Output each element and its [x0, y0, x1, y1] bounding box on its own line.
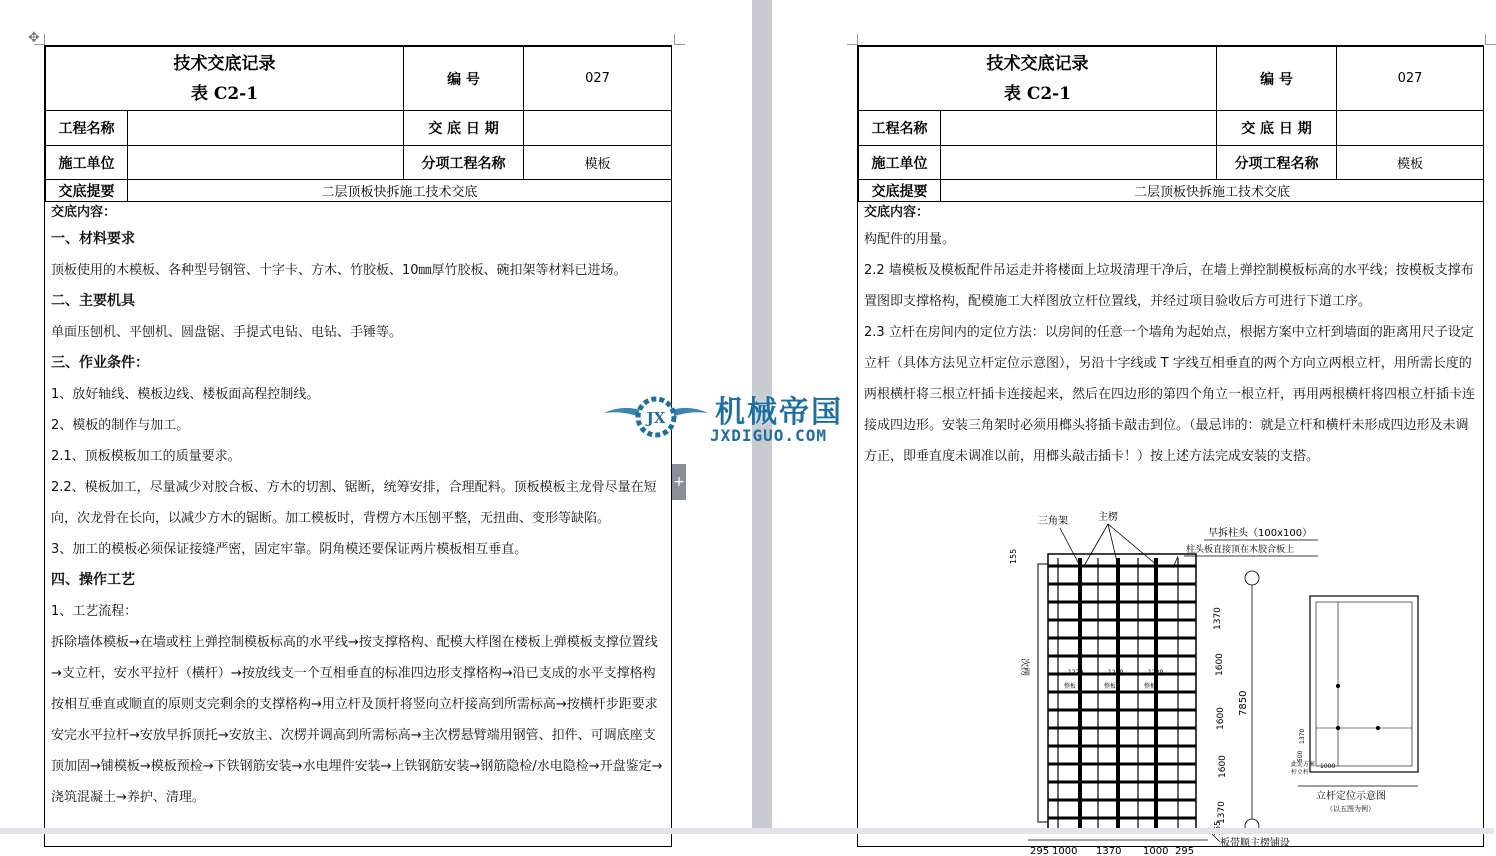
content-paragraph: 2、模板的制作与加工。: [51, 418, 190, 433]
dim-1220-b: 1220: [1108, 669, 1124, 676]
leader-main-b: [1108, 524, 1118, 566]
label-tripod: 三角架: [1038, 516, 1068, 527]
formwork-layout-drawing: [998, 512, 1478, 856]
date-label: 交 底 日 期: [404, 111, 524, 146]
leader-tripod: [1060, 528, 1080, 566]
dim-right-5: 1370: [1217, 801, 1227, 824]
watermark-logo-icon: [600, 383, 712, 453]
leader-main-c: [1108, 524, 1158, 566]
site-watermark: [600, 383, 900, 453]
content-label: 交底内容：: [51, 205, 117, 220]
room-inner-outline: [1316, 602, 1412, 766]
dim-right-1: 1370: [1213, 607, 1223, 630]
content-paragraph: 2.2、模板加工，尽量减少对胶合板、方木的切割、锯断，统筹安排，合理配料。顶板模板主龙骨尽量在短向，次龙骨在长向，以减少方木的锯断。加工模板时，背楞方木压刨平整，无扭曲、变形等缺陷。: [51, 480, 657, 526]
watermark-logo-text: JX: [646, 409, 666, 427]
dim-total: 7850: [1238, 690, 1249, 716]
axis-bubble-top: [1245, 571, 1259, 585]
section-heading: 一、材料要求: [51, 231, 135, 247]
section-heading: 二、主要机具: [51, 293, 135, 309]
content-paragraph: 单面压刨机、平刨机、圆盘锯、手提式电钻、电钻、手锤等。: [51, 325, 403, 340]
content-paragraph: 1、工艺流程：: [51, 604, 138, 619]
pole-point: [1336, 684, 1339, 687]
content-paragraph: 2.2 墙模板及模板配件吊运走并将楼面上垃圾清理干净后，在墙上弹控制模板标高的水平线；按模板支撑布置图即支撑格构，配模施工大样图放立杆位置线，并经过项目验收后方可进行下道工序。: [864, 263, 1474, 309]
summary-value[interactable]: 二层顶板快拆施工技术交底: [128, 180, 672, 202]
dim-side-b: 500: [1297, 750, 1304, 762]
label-secondary: 次楞: [1019, 658, 1029, 677]
dim-1220-c: 1220: [1148, 669, 1164, 676]
record-header-table: [45, 46, 672, 202]
dim-bottom-2: 1000: [1052, 846, 1078, 856]
pole-location-diagram: [1298, 596, 1418, 786]
margin-marker: [34, 34, 45, 45]
left-wall: [1038, 564, 1048, 822]
code-label: 编 号: [1217, 47, 1337, 111]
subproject-label: 分项工程名称: [1217, 146, 1337, 180]
panel-label-c: 整板: [1144, 683, 1157, 690]
record-sheet: [857, 45, 1484, 856]
content-paragraph: 2.1、顶板模板加工的质量要求。: [51, 449, 241, 464]
content-paragraph: 2.3 立杆在房间内的定位方法：以房间的任意一个墙角为起始点，根据方案中立杆到墙面的距离用尺子设定立杆（具体方法见立杆定位示意图），另沿十字线或 T 字线互相垂直的两个方向立两根立杆，用所需长度的两根横杆将三根立杆插卡连接起来，然后在四边形的第四个角立一根立杆，再用两根横杆将四根立杆插卡连接成四边形。安装三角架时必须用榔头将插卡敲击到位。（最忌讳的：就是立杆和横杆未形成四边形及未调方正，即垂直度未调准以前，用榔头敲击插卡！）按上述方法完成安装的支搭。: [864, 325, 1476, 464]
subproject-value[interactable]: 模板: [524, 146, 672, 180]
content-body-left[interactable]: [45, 202, 671, 813]
status-bar: [0, 828, 1494, 834]
label-plate: 板带顺主楞铺设: [1220, 838, 1290, 849]
date-value[interactable]: [1337, 111, 1484, 146]
code-value[interactable]: 027: [524, 47, 672, 111]
dim-bottom-3: 1370: [1096, 846, 1122, 856]
record-form-number: 表 C2-1: [1003, 83, 1072, 104]
project-label: 工程名称: [859, 111, 941, 146]
margin-marker: [674, 34, 685, 45]
code-label: 编 号: [404, 47, 524, 111]
project-label: 工程名称: [46, 111, 128, 146]
table-move-handle-icon[interactable]: ✥: [28, 30, 40, 46]
label-pole-sub: （以五图为例）: [1326, 805, 1375, 813]
label-pole-side: 此处方案: [1291, 761, 1316, 768]
record-form-number: 表 C2-1: [190, 83, 259, 104]
dim-bottom-1: 295: [1030, 846, 1050, 856]
record-title-cell: [46, 47, 404, 111]
content-paragraph: 1、放好轴线、模板边线、楼板面高程控制线。: [51, 387, 320, 402]
record-header-table: [858, 46, 1484, 202]
margin-marker: [847, 34, 858, 45]
contractor-label: 施工单位: [46, 146, 128, 180]
pole-point: [1336, 726, 1339, 729]
content-body-right[interactable]: [858, 202, 1483, 472]
pole-point: [1376, 726, 1379, 729]
label-direct: 柱头板直接顶在木胶合板上: [1186, 545, 1295, 555]
contractor-label: 施工单位: [859, 146, 941, 180]
leader-main-a: [1084, 524, 1108, 566]
support-grid: [1038, 554, 1196, 832]
record-title-cell: [859, 47, 1217, 111]
dim-right-3: 1600: [1216, 707, 1226, 730]
dim-top: 155: [1009, 548, 1018, 564]
contractor-value[interactable]: [941, 146, 1217, 180]
record-sheet: [44, 45, 672, 847]
content-paragraph: 拆除墙体模板→在墙或柱上弹控制模板标高的水平线→按支撑格构、配模大样图在楼板上弹模板支撑位置线→支立杆，安水平拉杆（横杆）→按放线支一个互相垂直的标准四边形支撑格构→沿已支成的水平支撑格构按相互垂直或顺直的原则支完剩余的支撑格构→用立杆及顶杆将竖向立杆接高到所需标高→按横杆步距要求安完水平拉杆→安放早拆顶托→安放主、次楞并调高到所需标高→主次楞悬臂端用钢管、扣件、可调底座支顶加固→铺模板→模板预检→下铁钢筋安装→水电埋件安装→上铁钢筋安装→钢筋隐检/水电隐检→开盘鉴定→浇筑混凝土→养护、清理。: [51, 635, 663, 805]
content-paragraph: 3、加工的模板必须保证接缝严密，固定牢靠。阴角模还要保证两片模板相互垂直。: [51, 542, 528, 557]
record-title: 技术交底记录: [173, 53, 276, 74]
label-main-joist: 主楞: [1098, 512, 1118, 523]
content-paragraph: 构配件的用量。: [864, 232, 956, 247]
summary-label: 交底提要: [859, 180, 941, 202]
dim-right-4: 1600: [1218, 755, 1228, 778]
section-heading: 三、作业条件：: [51, 355, 149, 371]
content-paragraph: 顶板使用的木模板、各种型号钢管、十字卡、方木、竹胶板、10㎜厚竹胶板、碗扣架等材料已进场。: [51, 263, 627, 278]
dim-bottom-5: 295: [1175, 846, 1195, 856]
label-early-head: 早拆柱头（100x100）: [1208, 528, 1313, 539]
code-value[interactable]: 027: [1337, 47, 1484, 111]
watermark-brand: 机械帝国: [715, 395, 843, 430]
date-value[interactable]: [524, 111, 672, 146]
content-label: 交底内容：: [864, 205, 930, 220]
dim-side-c: 1000: [1320, 763, 1336, 770]
project-value[interactable]: [941, 111, 1217, 146]
panel-label-a: 整板: [1064, 683, 1077, 690]
dim-bottom-4: 1000: [1143, 846, 1169, 856]
contractor-value[interactable]: [128, 146, 404, 180]
label-pole-side2: 杆立杆: [1291, 769, 1310, 776]
dim-right-2: 1600: [1215, 653, 1225, 676]
panel-label-b: 整板: [1104, 683, 1117, 690]
dim-side-a: 1370: [1299, 728, 1306, 744]
dim-1220-a: 1220: [1068, 669, 1084, 676]
record-title: 技术交底记录: [986, 53, 1089, 74]
label-pole-diagram: 立杆定位示意图: [1316, 791, 1386, 802]
subproject-label: 分项工程名称: [404, 146, 524, 180]
section-heading: 四、操作工艺: [51, 572, 135, 588]
date-label: 交 底 日 期: [1217, 111, 1337, 146]
expand-button[interactable]: +: [672, 464, 686, 500]
margin-marker: [1485, 34, 1496, 45]
room-outline: [1310, 596, 1418, 772]
watermark-url: JXDIGUO.COM: [710, 426, 827, 445]
summary-value[interactable]: 二层顶板快拆施工技术交底: [941, 180, 1484, 202]
project-value[interactable]: [128, 111, 404, 146]
summary-label: 交底提要: [46, 180, 128, 202]
subproject-value[interactable]: 模板: [1337, 146, 1484, 180]
